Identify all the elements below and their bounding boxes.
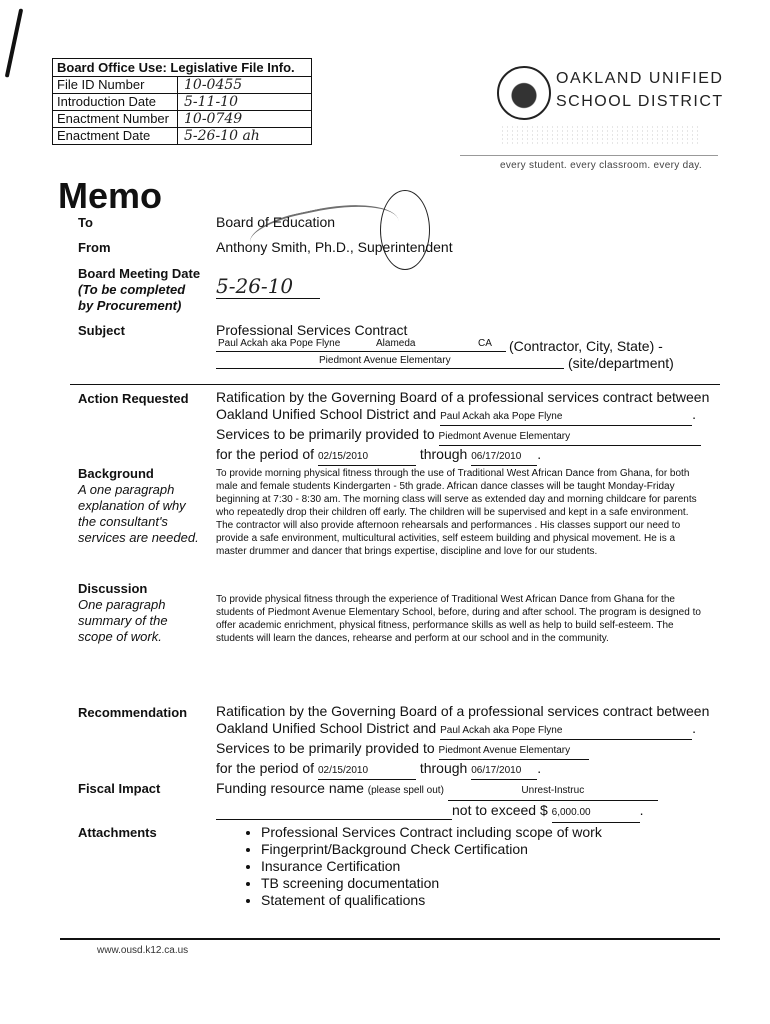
enactment-date-value: 5-26-10 ah (184, 128, 260, 144)
attachments-label: Attachments (78, 825, 157, 840)
recommendation-line2-prefix: Oakland Unified School District and (216, 720, 437, 736)
attachment-item: • Fingerprint/Background Check Certification (261, 841, 716, 858)
site-name: Piedmont Avenue Elementary (319, 355, 451, 366)
fiscal-block (216, 779, 716, 823)
recommendation-site: Piedmont Avenue Elementary (439, 742, 589, 760)
recommendation-through: through (419, 760, 468, 776)
enactment-number-label: Enactment Number (53, 111, 178, 127)
attachment-item: • TB screening documentation (261, 875, 716, 892)
recommendation-period: for the period of 02/15/2010 through 06/17/2010 . (216, 760, 716, 780)
background-text: To provide morning physical fitness through the use of Traditional West African Dance from Ghana, for both male and female students Kindergarten - 5th grade. African dance classes will be taught Monday-Friday beginning at 7:30 - 8:30 am. The morning class will serve as extended day and morning childcare for parents who repeatedly drop their children off early. The children will be supervised and kept in a safe environment. The contractor will also provide afternoon rehearsals and performances . His classes support our need to provide a safe environment, multicultural activities, self esteem building and physical movement. He is a master drummer and dancer that brings expertise, discipline and love for our students. (216, 468, 697, 557)
fiscal-line1 (216, 779, 716, 801)
contractor-city: Alameda (376, 338, 416, 349)
site-suffix: (site/department) (568, 355, 674, 371)
intro-date-label: Introduction Date (53, 94, 178, 110)
district-seal-icon (497, 66, 551, 120)
org-tagline: every student. every classroom. every day. (500, 160, 702, 171)
action-line1: Ratification by the Governing Board of a professional services contract between (216, 389, 710, 405)
fiscal-blank (216, 801, 452, 820)
recommendation-line3 (216, 740, 716, 760)
attachment-item: • Insurance Certification (261, 858, 716, 875)
meeting-date-label: Board Meeting Date (78, 266, 201, 281)
to-label: To (78, 215, 93, 230)
enactment-date-row (53, 128, 311, 144)
meeting-date-note2: by Procurement) (78, 298, 182, 313)
from-label: From (78, 240, 111, 255)
org-name-line2: SCHOOL DISTRICT (556, 93, 724, 110)
recommendation-contractor: Paul Ackah aka Pope Flyne (440, 722, 692, 740)
recommendation-line3-prefix: Services to be primarily provided to (216, 740, 435, 756)
contractor-suffix: (Contractor, City, State) - (509, 338, 663, 354)
scan-noise (500, 125, 700, 145)
attachment-item: • Professional Services Contract including scope of work (261, 824, 716, 841)
action-end: 06/17/2010 (471, 448, 537, 466)
contractor-name: Paul Ackah aka Pope Flyne (218, 338, 341, 349)
action-period-prefix: for the period of (216, 446, 315, 462)
background-note1: A one paragraph (78, 482, 175, 497)
signature-loop (380, 190, 430, 270)
board-office-box (52, 58, 312, 145)
org-name-line1: OAKLAND UNIFIED (556, 70, 724, 87)
discussion-label: Discussion (78, 581, 148, 596)
file-id-label: File ID Number (53, 77, 178, 93)
file-id-value: 10-0455 (184, 77, 243, 93)
action-start: 02/15/2010 (318, 448, 416, 466)
attachment-item: • Statement of qualifications (261, 892, 716, 909)
enactment-date-label: Enactment Date (53, 128, 178, 144)
subject-label: Subject (78, 323, 125, 338)
fiscal-line2: not to exceed $ 6,000.00 . (216, 801, 716, 823)
file-id-row (53, 77, 311, 94)
discussion-text: To provide physical fitness through the experience of Traditional West African Dance from Ghana for the students of Piedmont Avenue Elementary School, before, during and after school. The program is designed to offer academic enrichment, physical fitness, performance skills as well as help to build self-esteem. The students will learn the dances, rehearse and perform at our school and in the community. (216, 594, 701, 644)
memo-title: Memo (58, 175, 163, 216)
background-note2: explanation of why (78, 498, 186, 513)
action-label: Action Requested (78, 391, 189, 406)
margin-mark (5, 8, 23, 77)
recommendation-line2: Oakland Unified School District and Paul Ackah aka Pope Flyne . (216, 720, 716, 740)
fiscal-amount: 6,000.00 (552, 804, 640, 823)
header-divider (460, 155, 718, 156)
action-line2-prefix: Oakland Unified School District and (216, 406, 437, 422)
background-note3: the consultant's (78, 514, 168, 529)
footer-url: www.ousd.k12.ca.us (97, 945, 189, 956)
intro-date-row (53, 94, 311, 111)
action-period: for the period of 02/15/2010 through 06/17/2010 . (216, 446, 716, 466)
meeting-date-note1: (To be completed (78, 282, 186, 297)
attachments-list (216, 824, 716, 909)
background-note4: services are needed. (78, 530, 199, 545)
subject-value: Professional Services Contract (216, 322, 408, 338)
action-line3 (216, 426, 716, 446)
enactment-number-value: 10-0749 (184, 111, 243, 127)
fiscal-small-note: (please spell out) (367, 785, 444, 796)
contractor-state: CA (478, 338, 492, 349)
footer-divider (60, 938, 720, 940)
discussion-note1: One paragraph (78, 597, 166, 612)
fiscal-not-exceed: not to exceed $ (452, 802, 548, 818)
action-site: Piedmont Avenue Elementary (439, 428, 701, 446)
recommendation-block (216, 703, 716, 780)
recommendation-label: Recommendation (78, 705, 188, 720)
action-line3-prefix: Services to be primarily provided to (216, 426, 435, 442)
action-contractor: Paul Ackah aka Pope Flyne (440, 408, 692, 426)
discussion-note2: summary of the (78, 613, 168, 628)
recommendation-line1: Ratification by the Governing Board of a professional services contract between (216, 703, 710, 719)
meeting-date-value: 5-26-10 (216, 274, 320, 299)
contractor-line (216, 338, 506, 352)
fiscal-prefix: Funding resource name (216, 780, 364, 796)
action-line2: Oakland Unified School District and Paul Ackah aka Pope Flyne . (216, 406, 716, 426)
recommendation-end: 06/17/2010 (471, 762, 537, 780)
to-value: Board of Education (216, 214, 336, 230)
recommendation-start: 02/15/2010 (318, 762, 416, 780)
recommendation-period-prefix: for the period of (216, 760, 315, 776)
from-value: Anthony Smith, Ph.D., Superintendent (216, 239, 453, 255)
intro-date-value: 5-11-10 (184, 94, 238, 110)
section-divider (70, 384, 720, 385)
attachments-list-wrap (216, 824, 716, 909)
action-block (216, 389, 716, 466)
background-label: Background (78, 466, 154, 481)
action-through: through (419, 446, 468, 462)
fiscal-resource: Unrest-Instruc (448, 782, 658, 801)
discussion-note3: scope of work. (78, 629, 162, 644)
site-line (216, 355, 564, 369)
enactment-number-row (53, 111, 311, 128)
fiscal-label: Fiscal Impact (78, 781, 161, 796)
board-office-header: Board Office Use: Legislative File Info. (53, 59, 311, 77)
